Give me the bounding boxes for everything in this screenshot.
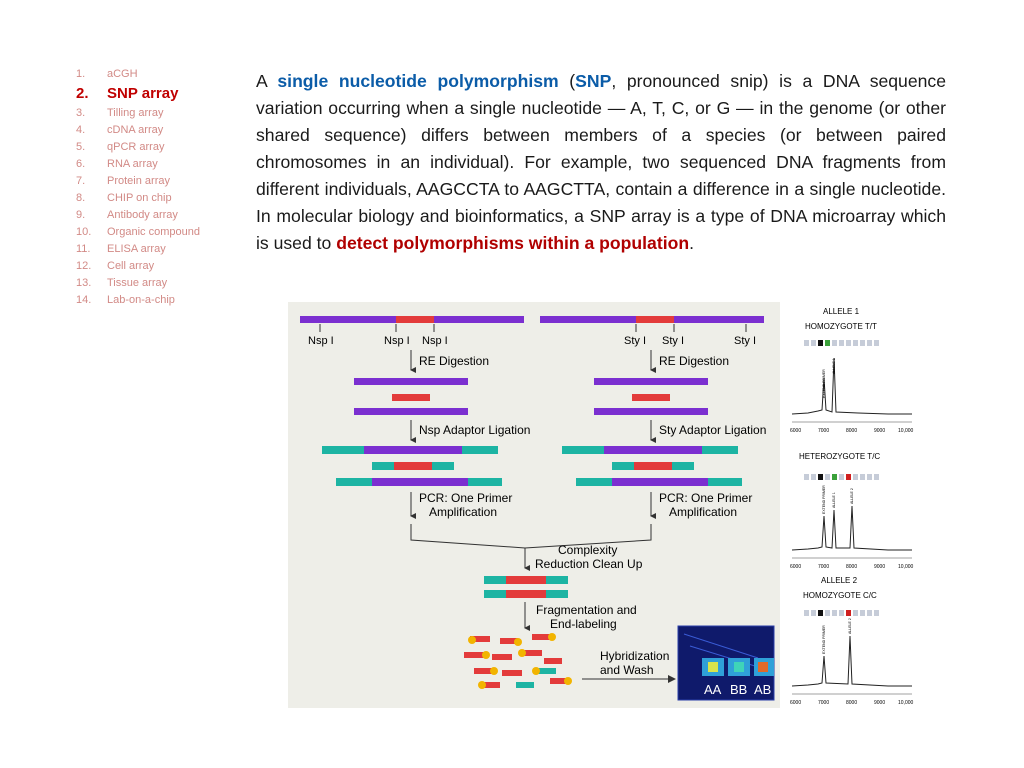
peak-label: EXTEND PRIMER <box>822 485 826 514</box>
list-item: 14. Lab-on-a-chip <box>76 294 175 306</box>
axis-tick: 9000 <box>874 428 886 434</box>
snp-fragment-left <box>396 316 434 323</box>
spectrum-trace <box>792 506 912 550</box>
highlight-phrase: detect polymorphisms within a population <box>336 233 690 253</box>
heterozygote-heading: HETEROZYGOTE T/C <box>799 452 881 461</box>
step-nsp-ligation: Nsp Adaptor Ligation <box>419 423 531 437</box>
genotype-bb: BB <box>730 682 748 697</box>
svg-text:End-labeling: End-labeling <box>550 617 617 631</box>
axis-tick: 10,000 <box>898 564 914 570</box>
allele-color-strip <box>804 340 879 346</box>
peak-label: EXTEND PRIMER <box>822 625 826 654</box>
homozygote-cc-heading: HOMOZYGOTE C/C <box>803 591 877 600</box>
snp-fragment-right <box>636 316 674 323</box>
peak-label: ALLELE 1 <box>832 492 836 508</box>
step-re-digestion: RE Digestion <box>419 354 490 368</box>
list-item: 11. ELISA array <box>76 243 166 255</box>
spectrum-trace <box>792 636 912 686</box>
list-item-active: 2. SNP array <box>76 85 179 102</box>
axis-tick: 6000 <box>790 700 802 706</box>
svg-text:Amplification: Amplification <box>669 505 738 519</box>
list-item: 12. Cell array <box>76 260 155 272</box>
genotype-spectra-panel <box>788 302 918 708</box>
axis-tick: 8000 <box>846 428 858 434</box>
site-label: Sty I <box>624 335 647 347</box>
site-label: Nsp I <box>384 335 410 347</box>
allele2-heading: ALLELE 2 <box>821 576 858 585</box>
peak-label: ALLELE 1 <box>832 358 836 374</box>
axis-tick: 9000 <box>874 564 886 570</box>
allele-color-strip <box>804 474 879 480</box>
peak-label: ALLELE 2 <box>850 488 854 504</box>
step-hybridization: Hybridization <box>600 649 670 663</box>
list-item: 13. Tissue array <box>76 277 168 289</box>
svg-text:and Wash: and Wash <box>600 663 654 677</box>
genotype-aa: AA <box>704 682 722 697</box>
step-pcr: PCR: One Primer <box>419 491 513 505</box>
site-label: Sty I <box>734 335 757 347</box>
list-item: 3. Tilling array <box>76 107 164 119</box>
list-item: 6. RNA array <box>76 158 158 170</box>
axis-tick: 9000 <box>874 700 886 706</box>
workflow-diagram <box>288 302 780 708</box>
snp-definition-paragraph: A single nucleotide polymorphism (SNP, pronounced snip) is a DNA sequence variation occurring when a single nucleotide — A, T, C, or G — in the genome (or other shared sequence) differs between members of a species (or between paired chromosomes in an individual). For example, two sequenced DNA fragments from different individuals, AAGCCTA to AAGCTTA, contain a difference in a single nucleotide. In molecular biology and bioinformatics, a SNP array is a type of DNA microarray which is used to detect polymorphisms within a population. <box>256 71 946 253</box>
homozygote-tt-heading: HOMOZYGOTE T/T <box>805 322 877 331</box>
step-pcr: PCR: One Primer <box>659 491 753 505</box>
snp-workflow-figure <box>288 302 780 708</box>
list-item: 1. aCGH <box>76 68 138 80</box>
axis-tick: 8000 <box>846 564 858 570</box>
list-item: 8. CHIP on chip <box>76 192 172 204</box>
step-sty-ligation: Sty Adaptor Ligation <box>659 423 767 437</box>
genotype-ab: AB <box>754 682 772 697</box>
site-label: Nsp I <box>422 335 448 347</box>
term-snp: single nucleotide polymorphism <box>277 71 559 91</box>
axis-tick: 10,000 <box>898 700 914 706</box>
list-item: 9. Antibody array <box>76 209 178 221</box>
list-item: 10. Organic compound <box>76 226 200 238</box>
array-types-list <box>76 66 246 309</box>
peak-label: ALLELE 2 <box>848 618 852 634</box>
site-label: Nsp I <box>308 335 334 347</box>
microarray-scan <box>678 626 774 700</box>
axis-tick: 6000 <box>790 564 802 570</box>
axis-tick: 10,000 <box>898 428 914 434</box>
list-item: 7. Protein array <box>76 175 170 187</box>
axis-tick: 6000 <box>790 428 802 434</box>
labeled-fragments <box>464 633 572 689</box>
spectrum-trace <box>792 358 912 414</box>
allele-color-strip <box>804 610 879 616</box>
peak-label: EXTEND PRIMER <box>822 369 826 398</box>
allele1-heading: ALLELE 1 <box>823 307 860 316</box>
step-complexity-reduction: Complexity <box>558 543 618 557</box>
list-item: 5. qPCR array <box>76 141 165 153</box>
step-fragmentation: Fragmentation and <box>536 603 637 617</box>
svg-text:Amplification: Amplification <box>429 505 498 519</box>
abbr-snp: SNP <box>575 71 612 91</box>
site-label: Sty I <box>662 335 685 347</box>
list-item: 4. cDNA array <box>76 124 164 136</box>
step-re-digestion: RE Digestion <box>659 354 730 368</box>
axis-tick: 8000 <box>846 700 858 706</box>
spectra-diagram <box>788 302 918 708</box>
svg-text:Reduction Clean Up: Reduction Clean Up <box>535 557 643 571</box>
axis-tick: 7000 <box>818 564 830 570</box>
axis-tick: 7000 <box>818 428 830 434</box>
axis-tick: 7000 <box>818 700 830 706</box>
